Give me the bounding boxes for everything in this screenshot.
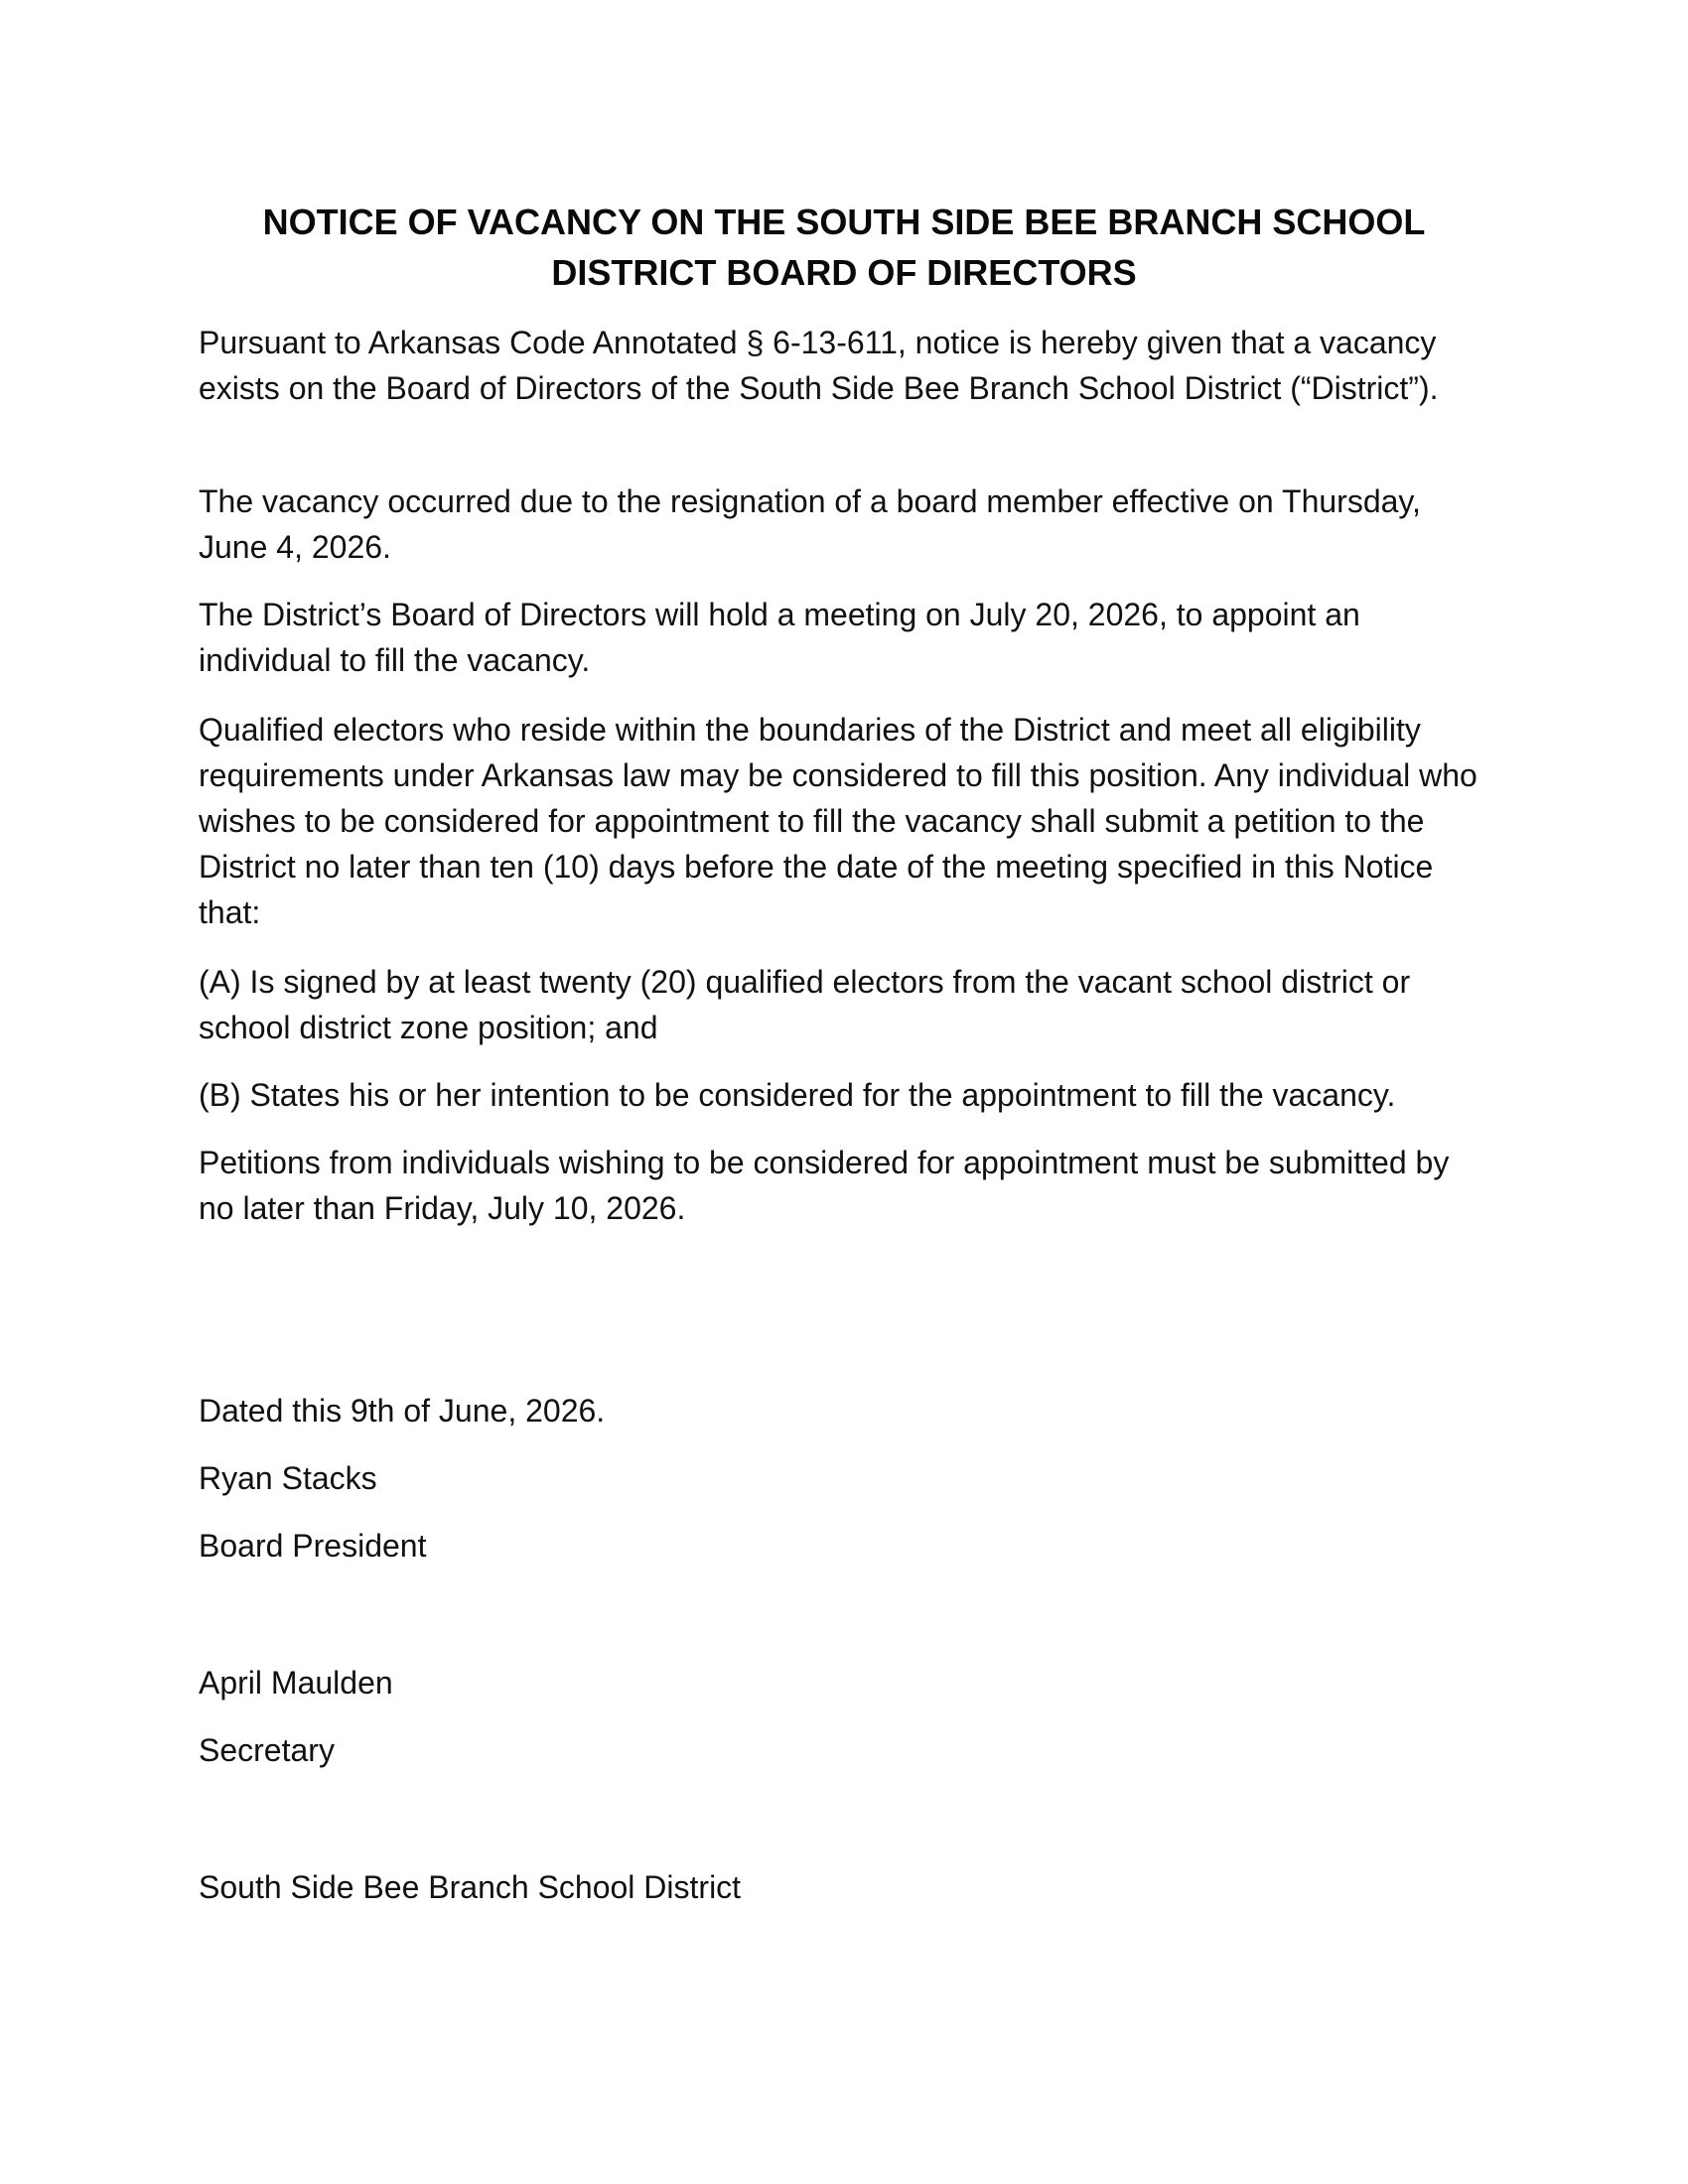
paragraph-requirement-a: (A) Is signed by at least twenty (20) qualified electors from the vacant school district or school district zone position; and bbox=[199, 964, 1411, 1045]
paragraph-meeting-date: The District’s Board of Directors will hold a meeting on July 20, 2026, to appoint an individual to fill the vacancy. bbox=[199, 597, 1360, 678]
paragraph-eligibility: Qualified electors who reside within the boundaries of the District and meet all eligibility requirements under Arkansas law may be considered to fill this position. Any individual who wishes to be considered for appointment to fill the vacancy shall submit a petition to the District no later than ten (10) days before the date of the meeting specified in this Notice that: bbox=[199, 712, 1477, 930]
paragraph-statute-notice: Pursuant to Arkansas Code Annotated § 6-13-611, notice is hereby given that a vacancy exists on the Board of Directors of the South Side Bee Branch School District (“District”). bbox=[199, 325, 1439, 406]
paragraph-petition-deadline: Petitions from individuals wishing to be considered for appointment must be submitted by no later than Friday, July 10, 2026. bbox=[199, 1145, 1450, 1226]
paragraph-vacancy-cause: The vacancy occurred due to the resignation of a board member effective on Thursday, June 4, 2026. bbox=[199, 483, 1421, 565]
signer-name: Ryan Stacks bbox=[199, 1460, 377, 1496]
district-name: South Side Bee Branch School District bbox=[199, 1869, 742, 1905]
notice-title: NOTICE OF VACANCY ON THE SOUTH SIDE BEE BRANCH SCHOOL DISTRICT BOARD OF DIRECTORS bbox=[262, 202, 1426, 293]
dated-line: Dated this 9th of June, 2026. bbox=[199, 1393, 606, 1429]
signer-name: April Maulden bbox=[199, 1665, 393, 1701]
signer-title: Secretary bbox=[199, 1732, 335, 1768]
paragraph-requirement-b: (B) States his or her intention to be considered for the appointment to fill the vacancy. bbox=[199, 1077, 1396, 1113]
signer-title: Board President bbox=[199, 1528, 427, 1564]
